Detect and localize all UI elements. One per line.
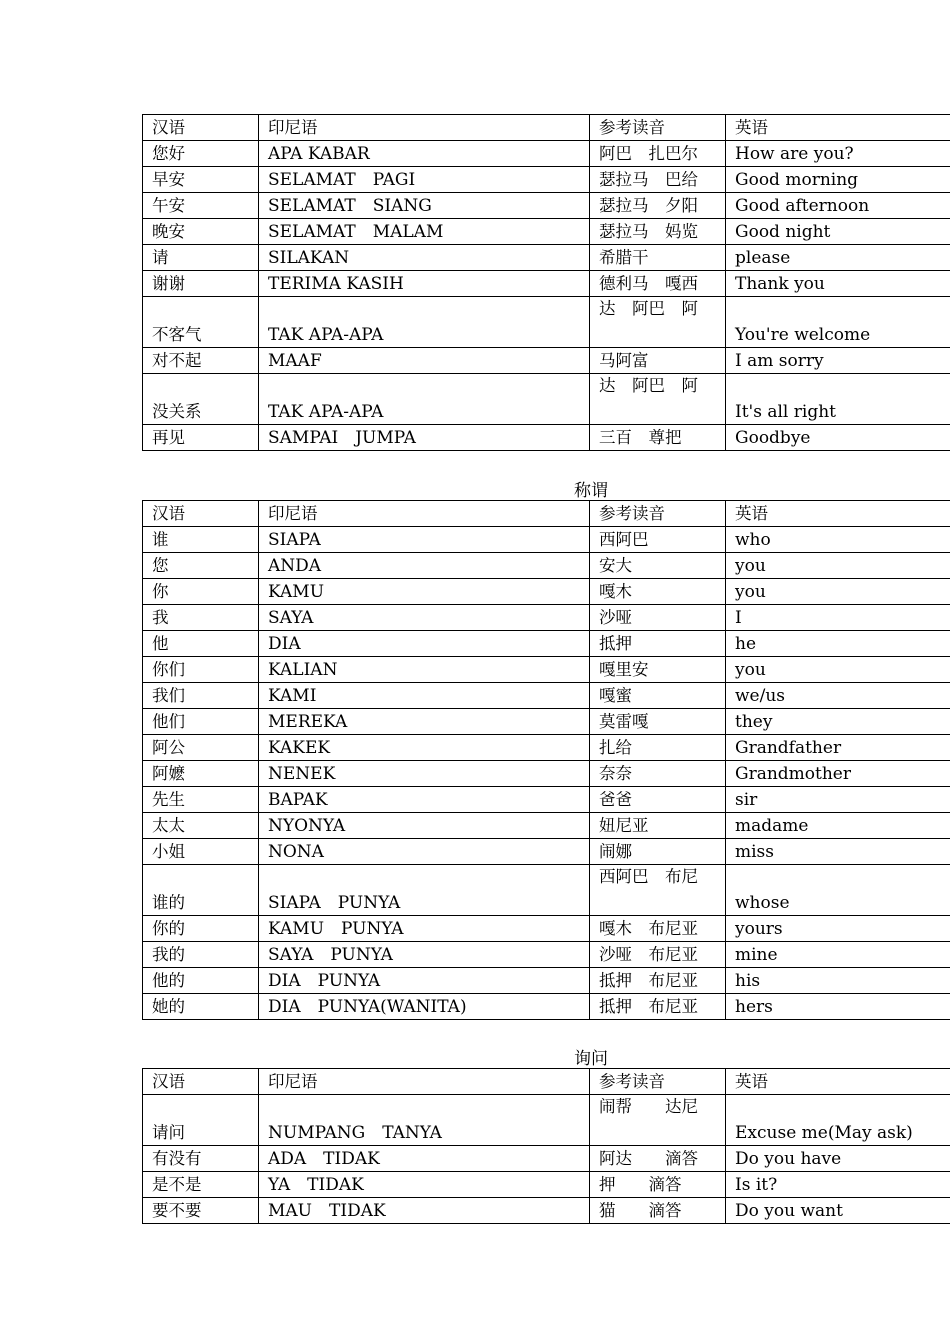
cell-indonesian: TAK APA-APA: [259, 374, 590, 425]
table-row: [143, 735, 950, 761]
cell-pronunciation: 瑟拉马 巴给: [590, 167, 726, 193]
table-row: [143, 605, 950, 631]
table-header-row: [143, 1069, 950, 1095]
cell-indonesian: ADA TIDAK: [259, 1146, 590, 1172]
table-row: [143, 553, 950, 579]
cell-pronunciation: 达 阿巴 阿: [590, 374, 726, 425]
cell-pronunciation: 闹帮 达尼: [590, 1095, 726, 1146]
cell-pronunciation: 嘎蜜: [590, 683, 726, 709]
table-row: [143, 193, 950, 219]
cell-english: miss: [726, 839, 950, 865]
table-row: [143, 787, 950, 813]
cell-chinese: 午安: [143, 193, 259, 219]
table-row: [143, 657, 950, 683]
cell-english: Is it?: [726, 1172, 950, 1198]
cell-english: you: [726, 579, 950, 605]
cell-pronunciation: 阿达 滴答: [590, 1146, 726, 1172]
cell-indonesian: KALIAN: [259, 657, 590, 683]
cell-chinese: 您好: [143, 141, 259, 167]
table-row: [143, 348, 950, 374]
cell-indonesian: SELAMAT MALAM: [259, 219, 590, 245]
table-row: [143, 683, 950, 709]
greetings-table: [142, 114, 950, 451]
table-row: [143, 968, 950, 994]
cell-pronunciation: 抵押 布尼亚: [590, 994, 726, 1020]
cell-pronunciation: 马阿富: [590, 348, 726, 374]
cell-english: madame: [726, 813, 950, 839]
cell-pronunciation: 猫 滴答: [590, 1198, 726, 1224]
cell-english: his: [726, 968, 950, 994]
cell-chinese: 要不要: [143, 1198, 259, 1224]
table-row: [143, 709, 950, 735]
cell-indonesian: MAU TIDAK: [259, 1198, 590, 1224]
cell-chinese: 我们: [143, 683, 259, 709]
cell-pronunciation: 抵押 布尼亚: [590, 968, 726, 994]
header-chinese: 汉语: [143, 1069, 259, 1095]
table-row: [143, 425, 950, 451]
cell-pronunciation: 瑟拉马 夕阳: [590, 193, 726, 219]
cell-english: whose: [726, 865, 950, 916]
cell-chinese: 您: [143, 553, 259, 579]
cell-chinese: 他: [143, 631, 259, 657]
cell-indonesian: APA KABAR: [259, 141, 590, 167]
cell-pronunciation: 嘎木: [590, 579, 726, 605]
cell-pronunciation: 扎给: [590, 735, 726, 761]
cell-pronunciation: 莫雷嘎: [590, 709, 726, 735]
cell-indonesian: TAK APA-APA: [259, 297, 590, 348]
cell-pronunciation: 沙哑: [590, 605, 726, 631]
table-row: [143, 813, 950, 839]
cell-chinese: 我的: [143, 942, 259, 968]
table-row: [143, 141, 950, 167]
header-english: 英语: [726, 501, 950, 527]
cell-indonesian: NONA: [259, 839, 590, 865]
cell-indonesian: DIA PUNYA: [259, 968, 590, 994]
cell-chinese: 没关系: [143, 374, 259, 425]
cell-english: Good night: [726, 219, 950, 245]
cell-indonesian: NYONYA: [259, 813, 590, 839]
cell-pronunciation: 希腊干: [590, 245, 726, 271]
cell-chinese: 阿嬷: [143, 761, 259, 787]
cell-chinese: 他们: [143, 709, 259, 735]
cell-chinese: 你们: [143, 657, 259, 683]
cell-chinese: 请问: [143, 1095, 259, 1146]
cell-english: How are you?: [726, 141, 950, 167]
cell-indonesian: SAMPAI JUMPA: [259, 425, 590, 451]
cell-pronunciation: 爸爸: [590, 787, 726, 813]
table-row: [143, 631, 950, 657]
cell-indonesian: KAKEK: [259, 735, 590, 761]
cell-pronunciation: 闹娜: [590, 839, 726, 865]
cell-pronunciation: 押 滴答: [590, 1172, 726, 1198]
cell-chinese: 是不是: [143, 1172, 259, 1198]
header-english: 英语: [726, 1069, 950, 1095]
cell-english: I: [726, 605, 950, 631]
cell-indonesian: TERIMA KASIH: [259, 271, 590, 297]
cell-chinese: 不客气: [143, 297, 259, 348]
header-pronunciation: 参考读音: [590, 501, 726, 527]
cell-chinese: 再见: [143, 425, 259, 451]
table-row: [143, 374, 950, 425]
cell-english: he: [726, 631, 950, 657]
cell-english: I am sorry: [726, 348, 950, 374]
header-pronunciation: 参考读音: [590, 115, 726, 141]
header-pronunciation: 参考读音: [590, 1069, 726, 1095]
cell-english: you: [726, 657, 950, 683]
cell-pronunciation: 安大: [590, 553, 726, 579]
header-chinese: 汉语: [143, 501, 259, 527]
header-english: 英语: [726, 115, 950, 141]
cell-pronunciation: 瑟拉马 妈览: [590, 219, 726, 245]
cell-pronunciation: 西阿巴: [590, 527, 726, 553]
cell-pronunciation: 沙哑 布尼亚: [590, 942, 726, 968]
cell-indonesian: SIAPA PUNYA: [259, 865, 590, 916]
cell-pronunciation: 抵押: [590, 631, 726, 657]
cell-indonesian: MAAF: [259, 348, 590, 374]
cell-english: It's all right: [726, 374, 950, 425]
cell-english: we/us: [726, 683, 950, 709]
header-indonesian: 印尼语: [259, 1069, 590, 1095]
table-row: [143, 167, 950, 193]
cell-indonesian: ANDA: [259, 553, 590, 579]
cell-english: Good afternoon: [726, 193, 950, 219]
table-row: [143, 245, 950, 271]
table-row: [143, 271, 950, 297]
cell-chinese: 你的: [143, 916, 259, 942]
cell-chinese: 谁的: [143, 865, 259, 916]
table-row: [143, 579, 950, 605]
cell-english: Grandfather: [726, 735, 950, 761]
cell-indonesian: DIA PUNYA(WANITA): [259, 994, 590, 1020]
cell-chinese: 你: [143, 579, 259, 605]
header-chinese: 汉语: [143, 115, 259, 141]
cell-chinese: 他的: [143, 968, 259, 994]
cell-indonesian: SIAPA: [259, 527, 590, 553]
cell-chinese: 晚安: [143, 219, 259, 245]
header-indonesian: 印尼语: [259, 115, 590, 141]
cell-english: Do you have: [726, 1146, 950, 1172]
cell-english: Thank you: [726, 271, 950, 297]
table-row: [143, 839, 950, 865]
table-row: [143, 942, 950, 968]
cell-indonesian: SELAMAT SIANG: [259, 193, 590, 219]
cell-indonesian: NENEK: [259, 761, 590, 787]
cell-english: they: [726, 709, 950, 735]
cell-english: mine: [726, 942, 950, 968]
cell-english: You're welcome: [726, 297, 950, 348]
cell-pronunciation: 奈奈: [590, 761, 726, 787]
table-header-row: [143, 115, 950, 141]
cell-chinese: 请: [143, 245, 259, 271]
cell-english: Grandmother: [726, 761, 950, 787]
cell-indonesian: YA TIDAK: [259, 1172, 590, 1198]
cell-english: Good morning: [726, 167, 950, 193]
cell-chinese: 谁: [143, 527, 259, 553]
header-indonesian: 印尼语: [259, 501, 590, 527]
cell-indonesian: KAMU PUNYA: [259, 916, 590, 942]
questions-table: [142, 1068, 950, 1224]
cell-pronunciation: 三百 尊把: [590, 425, 726, 451]
table-row: [143, 1095, 950, 1146]
cell-chinese: 早安: [143, 167, 259, 193]
cell-pronunciation: 妞尼亚: [590, 813, 726, 839]
table-row: [143, 1172, 950, 1198]
cell-english: yours: [726, 916, 950, 942]
cell-indonesian: NUMPANG TANYA: [259, 1095, 590, 1146]
table-row: [143, 1198, 950, 1224]
cell-english: Goodbye: [726, 425, 950, 451]
cell-pronunciation: 德利马 嘎西: [590, 271, 726, 297]
cell-indonesian: SILAKAN: [259, 245, 590, 271]
cell-chinese: 阿公: [143, 735, 259, 761]
cell-indonesian: SAYA: [259, 605, 590, 631]
address-table: [142, 500, 950, 1020]
table-row: [143, 1146, 950, 1172]
cell-indonesian: SELAMAT PAGI: [259, 167, 590, 193]
cell-indonesian: MEREKA: [259, 709, 590, 735]
table-row: [143, 297, 950, 348]
cell-english: please: [726, 245, 950, 271]
cell-pronunciation: 嘎木 布尼亚: [590, 916, 726, 942]
cell-english: sir: [726, 787, 950, 813]
cell-chinese: 她的: [143, 994, 259, 1020]
cell-chinese: 小姐: [143, 839, 259, 865]
cell-english: you: [726, 553, 950, 579]
table-row: [143, 865, 950, 916]
cell-english: Do you want: [726, 1198, 950, 1224]
cell-pronunciation: 达 阿巴 阿: [590, 297, 726, 348]
cell-pronunciation: 嘎里安: [590, 657, 726, 683]
cell-indonesian: SAYA PUNYA: [259, 942, 590, 968]
cell-chinese: 谢谢: [143, 271, 259, 297]
table-row: [143, 219, 950, 245]
cell-indonesian: KAMU: [259, 579, 590, 605]
table-row: [143, 994, 950, 1020]
cell-chinese: 先生: [143, 787, 259, 813]
section-title-questions: 询问: [574, 1049, 608, 1069]
table-header-row: [143, 501, 950, 527]
cell-chinese: 太太: [143, 813, 259, 839]
cell-chinese: 对不起: [143, 348, 259, 374]
cell-pronunciation: 西阿巴 布尼: [590, 865, 726, 916]
section-title-address: 称谓: [574, 481, 608, 501]
table-row: [143, 761, 950, 787]
table-row: [143, 527, 950, 553]
cell-indonesian: DIA: [259, 631, 590, 657]
cell-english: hers: [726, 994, 950, 1020]
cell-english: who: [726, 527, 950, 553]
cell-pronunciation: 阿巴 扎巴尔: [590, 141, 726, 167]
cell-english: Excuse me(May ask): [726, 1095, 950, 1146]
cell-chinese: 有没有: [143, 1146, 259, 1172]
table-row: [143, 916, 950, 942]
cell-chinese: 我: [143, 605, 259, 631]
cell-indonesian: BAPAK: [259, 787, 590, 813]
cell-indonesian: KAMI: [259, 683, 590, 709]
